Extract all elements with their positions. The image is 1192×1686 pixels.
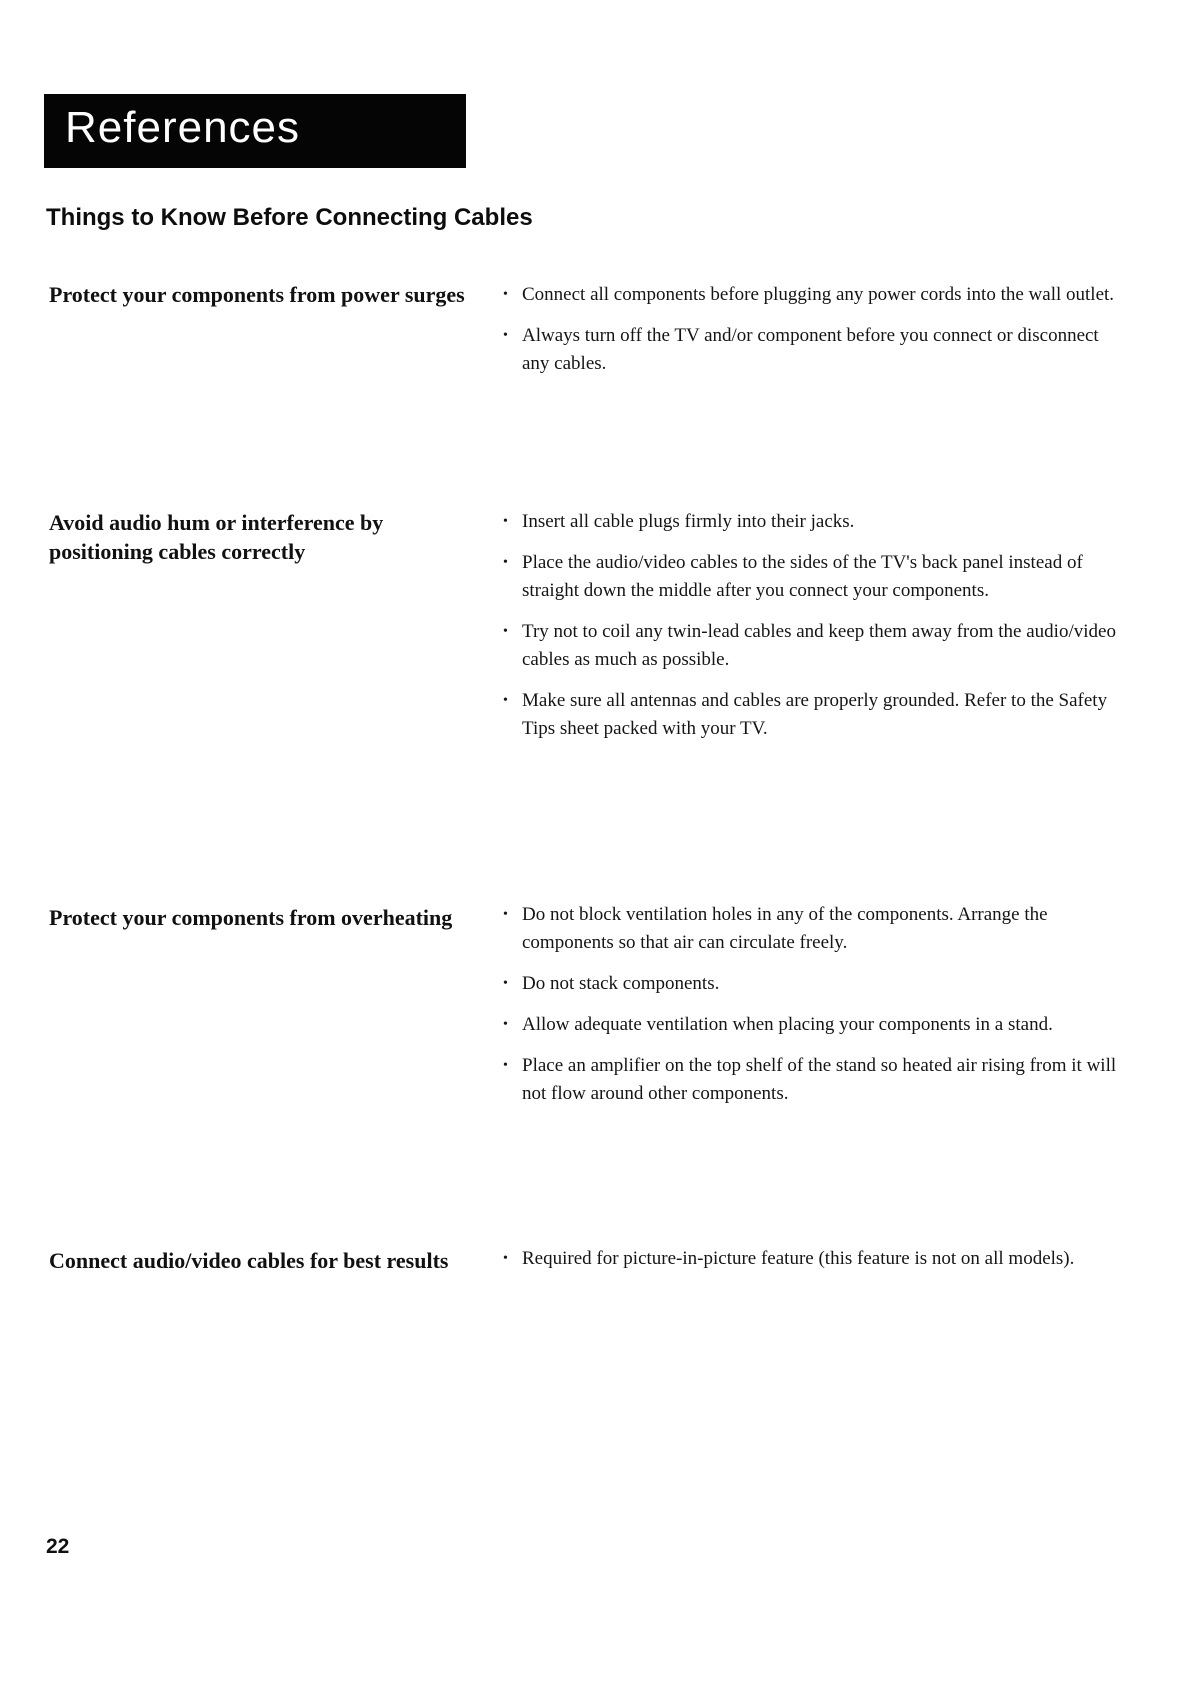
list-item: • Place an amplifier on the top shelf of the stand so heated air rising from it will not flow around other components. [500,1052,1130,1108]
list-item: • Always turn off the TV and/or component before you connect or disconnect any cables. [500,322,1130,378]
section-heading-overheating: Protect your components from overheating [49,905,453,930]
list-item: • Place the audio/video cables to the sides of the TV's back panel instead of straight down the middle after you connect your components. [500,549,1130,605]
section-banner [44,94,466,168]
list-item: • Do not stack components. [500,970,1130,998]
section-heading-av-cables: Connect audio/video cables for best results [49,1248,449,1273]
bullet-list-overheating [500,901,1130,1121]
bullet-list-av-cables [500,1245,1130,1286]
list-item: • Connect all components before plugging any power cords into the wall outlet. [500,281,1130,309]
list-item: • Allow adequate ventilation when placing your components in a stand. [500,1011,1130,1039]
list-item: • Insert all cable plugs firmly into their jacks. [500,508,1130,536]
list-item: • Try not to coil any twin-lead cables and keep them away from the audio/video cables as much as possible. [500,618,1130,674]
page-title: Things to Know Before Connecting Cables [46,204,533,231]
section-heading-power-surges: Protect your components from power surges [49,282,465,307]
bullet-list-power-surges [500,281,1130,391]
page-number: 22 [46,1535,70,1558]
section-heading-audio-hum: Avoid audio hum or interference by positioning cables correctly [49,510,384,564]
bullet-list-audio-hum [500,508,1130,756]
list-item: • Required for picture-in-picture feature (this feature is not on all models). [500,1245,1130,1273]
list-item: • Do not block ventilation holes in any of the components. Arrange the components so that air can circulate freely. [500,901,1130,957]
banner-title: References [65,103,301,152]
list-item: • Make sure all antennas and cables are properly grounded. Refer to the Safety Tips sheet packed with your TV. [500,687,1130,743]
